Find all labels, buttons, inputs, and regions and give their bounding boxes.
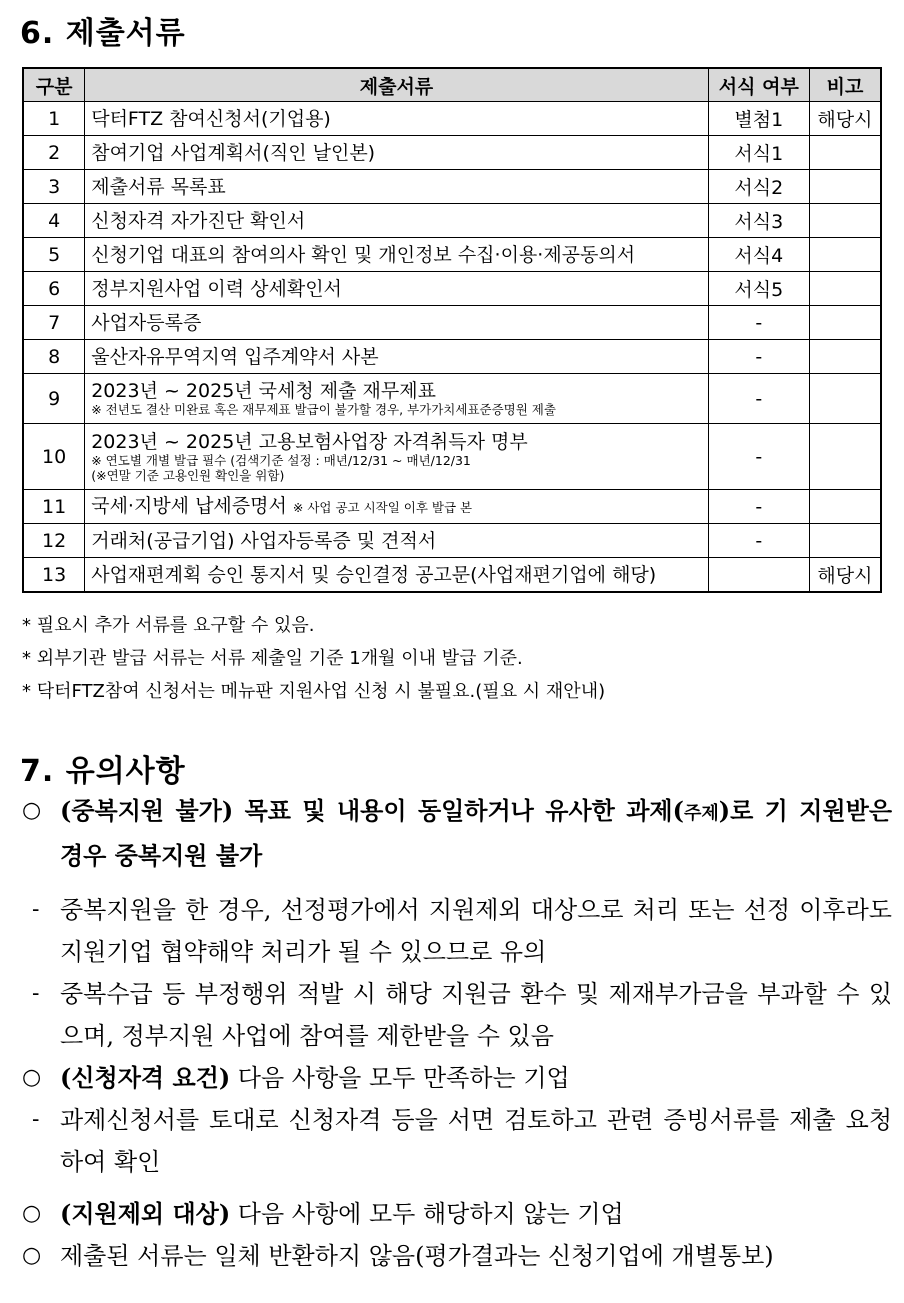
table-row — [23, 424, 881, 490]
circle-item — [22, 1057, 892, 1099]
document-remark-2: (※연말 기준 고용인원 확인을 위함) — [91, 467, 285, 483]
form-cell: 별첨1 — [708, 102, 809, 136]
row-number: 8 — [23, 340, 85, 374]
bullet-mark: ○ — [22, 1243, 42, 1268]
document-name: 제출서류 목록표 — [91, 175, 226, 198]
note-cell — [809, 374, 881, 424]
header-note: 비고 — [809, 68, 881, 102]
document-cell — [85, 340, 708, 374]
form-cell: - — [708, 524, 809, 558]
row-number: 1 — [23, 102, 85, 136]
item-text — [22, 1099, 892, 1183]
form-cell: - — [708, 306, 809, 340]
document-cell — [85, 524, 708, 558]
note-cell — [809, 136, 881, 170]
item-text — [22, 889, 892, 973]
header-document: 제출서류 — [85, 68, 708, 102]
document-name: 거래처(공급기업) 사업자등록증 및 견적서 — [91, 529, 437, 552]
bullet-mark: ○ — [22, 798, 42, 823]
section-6-heading: 6. 제출서류 — [20, 16, 186, 51]
row-number: 2 — [23, 136, 85, 170]
table-row — [23, 272, 881, 306]
form-cell: - — [708, 340, 809, 374]
row-number: 5 — [23, 238, 85, 272]
row-number: 7 — [23, 306, 85, 340]
item-body: 중복지원을 한 경우, 선정평가에서 지원제외 대상으로 처리 또는 선정 이후라도 지원기업 협약해약 처리가 될 수 있으므로 유의 — [60, 896, 892, 966]
document-cell — [85, 204, 708, 238]
item-text — [22, 973, 892, 1057]
document-inline-remark: ※ 사업 공고 시작일 이후 발급 본 — [292, 499, 473, 515]
table-row — [23, 374, 881, 424]
form-cell: - — [708, 490, 809, 524]
note-cell — [809, 306, 881, 340]
table-row — [23, 524, 881, 558]
item-body: 제출된 서류는 일체 반환하지 않음(평가결과는 신청기업에 개별통보) — [60, 1242, 774, 1270]
item-text — [22, 1235, 892, 1277]
document-remark: ※ 전년도 결산 미완료 혹은 재무제표 발급이 불가할 경우, 부가가치세표준증명원 제출 — [91, 402, 556, 417]
document-cell — [85, 558, 708, 593]
precautions-list — [22, 790, 892, 1277]
document-name: 신청자격 자가진단 확인서 — [91, 209, 306, 232]
table-row — [23, 102, 881, 136]
document-cell — [85, 424, 708, 490]
table-row — [23, 490, 881, 524]
row-number: 11 — [23, 490, 85, 524]
item-body: 다음 사항을 모두 만족하는 기업 — [230, 1064, 570, 1092]
bullet-mark: ○ — [22, 1201, 42, 1226]
document-cell — [85, 374, 708, 424]
item-text — [22, 1193, 892, 1235]
bullet-mark: ○ — [22, 1065, 42, 1090]
row-number: 9 — [23, 374, 85, 424]
item-body: 과제신청서를 토대로 신청자격 등을 서면 검토하고 관련 증빙서류를 제출 요청하여 확인 — [60, 1106, 892, 1176]
note-cell — [809, 238, 881, 272]
dash-item — [22, 889, 892, 973]
row-number: 6 — [23, 272, 85, 306]
document-remark: ※ 연도별 개별 발급 필수 (검색기준 설정 : 매년/12/31 ~ 매년/12/31 — [91, 452, 471, 468]
note-cell — [809, 424, 881, 490]
table-notes — [22, 609, 605, 708]
dash-item — [22, 973, 892, 1057]
document-name: 사업재편계획 승인 통지서 및 승인결정 공고문(사업재편기업에 해당) — [91, 563, 657, 586]
document-cell — [85, 102, 708, 136]
row-number: 10 — [23, 424, 85, 490]
document-cell — [85, 306, 708, 340]
document-name: 울산자유무역지역 입주계약서 사본 — [91, 345, 379, 368]
form-cell: 서식5 — [708, 272, 809, 306]
document-name: 국세·지방세 납세증명서 — [91, 494, 287, 517]
item-body: 다음 사항에 모두 해당하지 않는 기업 — [230, 1200, 624, 1228]
item-title: (신청자격 요건) — [60, 1063, 231, 1092]
document-cell — [85, 490, 708, 524]
table-header-row — [23, 68, 881, 102]
note-item: * 필요시 추가 서류를 요구할 수 있음. — [22, 615, 315, 636]
item-text — [22, 790, 892, 877]
bullet-mark: - — [32, 897, 40, 922]
header-form: 서식 여부 — [708, 68, 809, 102]
table-row — [23, 238, 881, 272]
form-cell — [708, 558, 809, 593]
header-no: 구분 — [23, 68, 85, 102]
form-cell: 서식4 — [708, 238, 809, 272]
form-cell: 서식3 — [708, 204, 809, 238]
note-cell: 해당시 — [809, 102, 881, 136]
document-name: 신청기업 대표의 참여의사 확인 및 개인정보 수집·이용·제공동의서 — [91, 243, 636, 266]
document-name: 사업자등록증 — [91, 311, 202, 334]
note-item: * 닥터FTZ참여 신청서는 메뉴판 지원사업 신청 시 불필요.(필요 시 재안내) — [22, 681, 606, 702]
document-name: 2023년 ~ 2025년 국세청 제출 재무제표 — [91, 380, 436, 402]
document-cell — [85, 136, 708, 170]
item-title-rest: )로 기 지원받은 경우 중복지원 불가 — [60, 796, 893, 870]
document-cell — [85, 238, 708, 272]
row-number: 13 — [23, 558, 85, 593]
table-row — [23, 340, 881, 374]
item-title: (중복지원 불가) 목표 및 내용이 동일하거나 유사한 과제( — [60, 796, 684, 825]
note-cell: 해당시 — [809, 558, 881, 593]
document-name: 2023년 ~ 2025년 고용보험사업장 자격취득자 명부 — [91, 430, 528, 453]
table-row — [23, 204, 881, 238]
note-item: * 외부기관 발급 서류는 서류 제출일 기준 1개월 이내 발급 기준. — [22, 648, 523, 669]
section-7-heading: 7. 유의사항 — [20, 754, 186, 789]
document-name: 참여기업 사업계획서(직인 날인본) — [91, 141, 376, 164]
item-small: 주제 — [683, 803, 719, 824]
circle-item — [22, 1193, 892, 1235]
note-cell — [809, 170, 881, 204]
form-cell: 서식2 — [708, 170, 809, 204]
document-name: 닥터FTZ 참여신청서(기업용) — [91, 107, 331, 130]
item-text — [22, 1057, 892, 1099]
document-name: 정부지원사업 이력 상세확인서 — [91, 277, 342, 300]
note-cell — [809, 490, 881, 524]
bullet-mark: - — [32, 1107, 40, 1132]
table-row — [23, 136, 881, 170]
row-number: 12 — [23, 524, 85, 558]
dash-item — [22, 1099, 892, 1183]
table-row — [23, 306, 881, 340]
note-cell — [809, 340, 881, 374]
circle-item — [22, 1235, 892, 1277]
item-title: (지원제외 대상) — [60, 1199, 231, 1228]
note-cell — [809, 524, 881, 558]
documents-table — [22, 67, 882, 593]
table-row — [23, 558, 881, 593]
table-row — [23, 170, 881, 204]
form-cell: - — [708, 374, 809, 424]
note-cell — [809, 204, 881, 238]
form-cell: - — [708, 424, 809, 490]
note-cell — [809, 272, 881, 306]
document-cell — [85, 272, 708, 306]
form-cell: 서식1 — [708, 136, 809, 170]
circle-item — [22, 790, 892, 877]
document-cell — [85, 170, 708, 204]
bullet-mark: - — [32, 981, 40, 1006]
row-number: 3 — [23, 170, 85, 204]
row-number: 4 — [23, 204, 85, 238]
item-body: 중복수급 등 부정행위 적발 시 해당 지원금 환수 및 제재부가금을 부과할 수 있으며, 정부지원 사업에 참여를 제한받을 수 있음 — [60, 980, 892, 1050]
